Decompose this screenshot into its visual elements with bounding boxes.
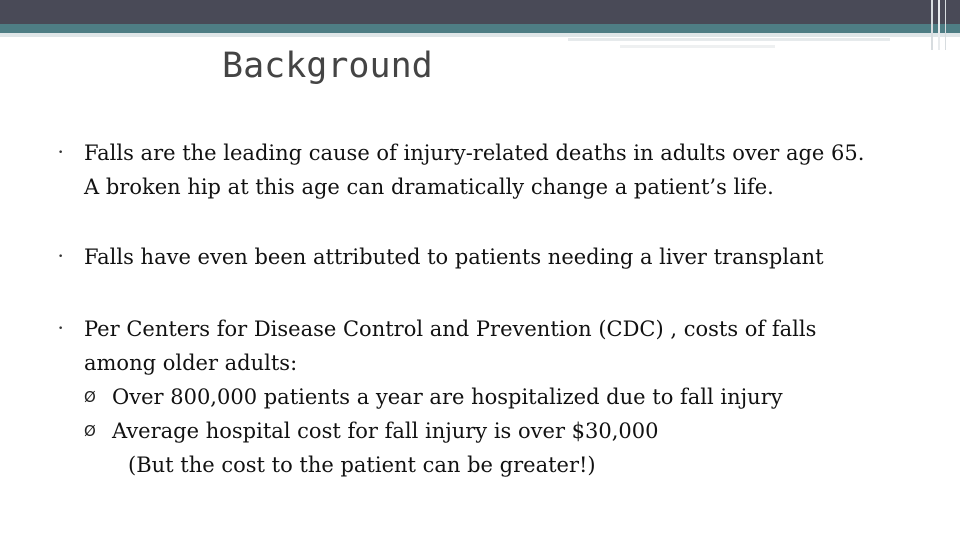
slide-body [58,136,938,482]
note-text: (But the cost to the patient can be greater!) [128,453,596,477]
sub-bullet-text: Average hospital cost for fall injury is over $30,000 [112,419,659,443]
bullet-text-line: Falls have even been attributed to patients needing a liver transplant [84,245,824,269]
bullet-item [58,240,938,274]
decorative-line [568,38,890,41]
bullet-icon: • [58,148,64,158]
slide-title: Background [222,46,433,86]
bullet-icon: • [58,252,64,262]
decorative-vertical-line [938,0,940,50]
bullet-icon: • [58,324,64,334]
decorative-vertical-line [931,0,933,50]
sub-bullet-item [84,380,938,414]
header-bar [0,0,960,24]
arrow-bullet-icon: Ø [84,422,96,440]
bullet-text-line: Per Centers for Disease Control and Prevention (CDC) , costs of falls [84,317,817,341]
bullet-item [58,136,938,204]
header-accent-stripe [0,24,960,33]
bullet-text-line: among older adults: [84,351,298,375]
sub-bullet-item [84,414,938,448]
decorative-line [620,45,775,48]
sub-bullet-text: Over 800,000 patients a year are hospitalized due to fall injury [112,385,783,409]
bullet-item [58,312,938,482]
bullet-text-line: A broken hip at this age can dramatically change a patient’s life. [84,175,774,199]
header-light-stripe [0,33,960,37]
decorative-vertical-line [945,0,946,50]
arrow-bullet-icon: Ø [84,388,96,406]
bullet-text-line: Falls are the leading cause of injury-related deaths in adults over age 65. [84,141,865,165]
